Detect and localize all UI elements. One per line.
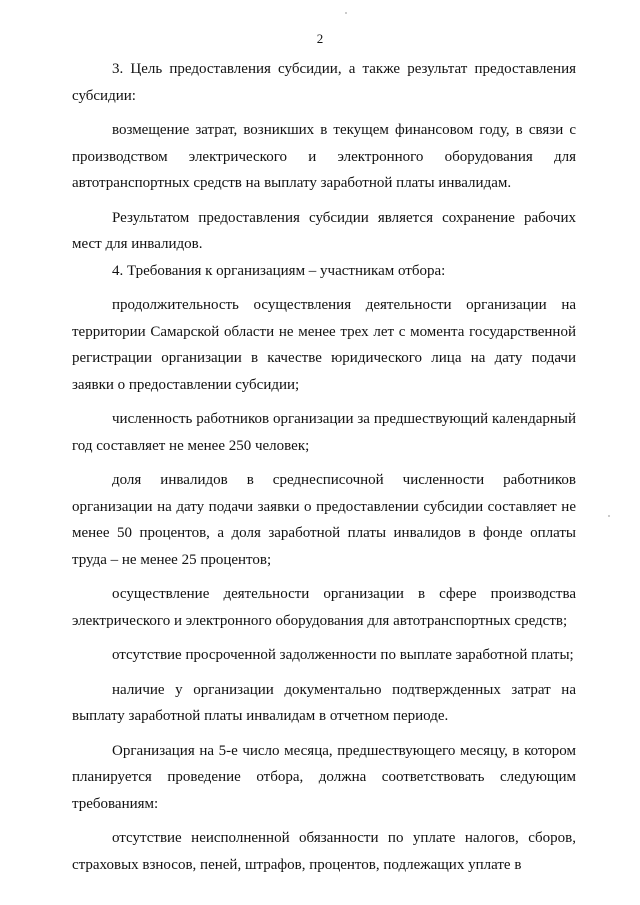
paragraph-requirement-headcount: численность работников организации за предшествующий календарный год составляет не менее 250 человек; [72, 411, 576, 454]
paragraph-requirement-no-arrears: отсутствие просроченной задолженности по выплате заработной платы; [112, 647, 574, 663]
scan-speck [608, 515, 610, 517]
paragraph-requirement-duration: продолжительность осуществления деятельности организации на территории Самарской области не менее трех лет с момента государственной регистрации организации в качестве юридического лица на дату подачи заявки о предоставлении субсидии; [72, 297, 576, 393]
document-body [72, 56, 576, 878]
scan-speck [345, 12, 347, 14]
paragraph-requirement-activity: осуществление деятельности организации в сфере производства электрического и электронного оборудования для автотранспортных средств; [72, 586, 576, 629]
paragraph-additional-requirements: Организация на 5-е число месяца, предшествующего месяцу, в котором планируется проведение отбора, должна соответствовать следующим требованиям: [72, 742, 576, 812]
page-number: 2 [316, 31, 324, 46]
paragraph-goal-heading: 3. Цель предоставления субсидии, а также результат предоставления субсидии: [72, 61, 576, 104]
paragraph-requirements-heading: 4. Требования к организациям – участникам отбора: [112, 262, 446, 279]
paragraph-goal-text: возмещение затрат, возникших в текущем финансовом году, в связи с производством электрического и электронного оборудования для автотранспортных средств на выплату заработной платы инвалидам. [72, 122, 576, 191]
paragraph-no-tax-debt: отсутствие неисполненной обязанности по уплате налогов, сборов, страховых взносов, пеней, штрафов, процентов, подлежащих уплате в [72, 830, 576, 873]
paragraph-result: Результатом предоставления субсидии является сохранение рабочих мест для инвалидов. [72, 209, 576, 252]
paragraph-requirement-disabled-share: доля инвалидов в среднесписочной численности работников организации на дату подачи заявки о предоставлении субсидии составляет не менее 50 процентов, а доля заработной платы инвалидов в фонде оплаты труда – не менее 25 процентов; [72, 472, 576, 568]
paragraph-requirement-costs: наличие у организации документально подтвержденных затрат на выплату заработной платы инвалидам в отчетном периоде. [72, 681, 576, 724]
